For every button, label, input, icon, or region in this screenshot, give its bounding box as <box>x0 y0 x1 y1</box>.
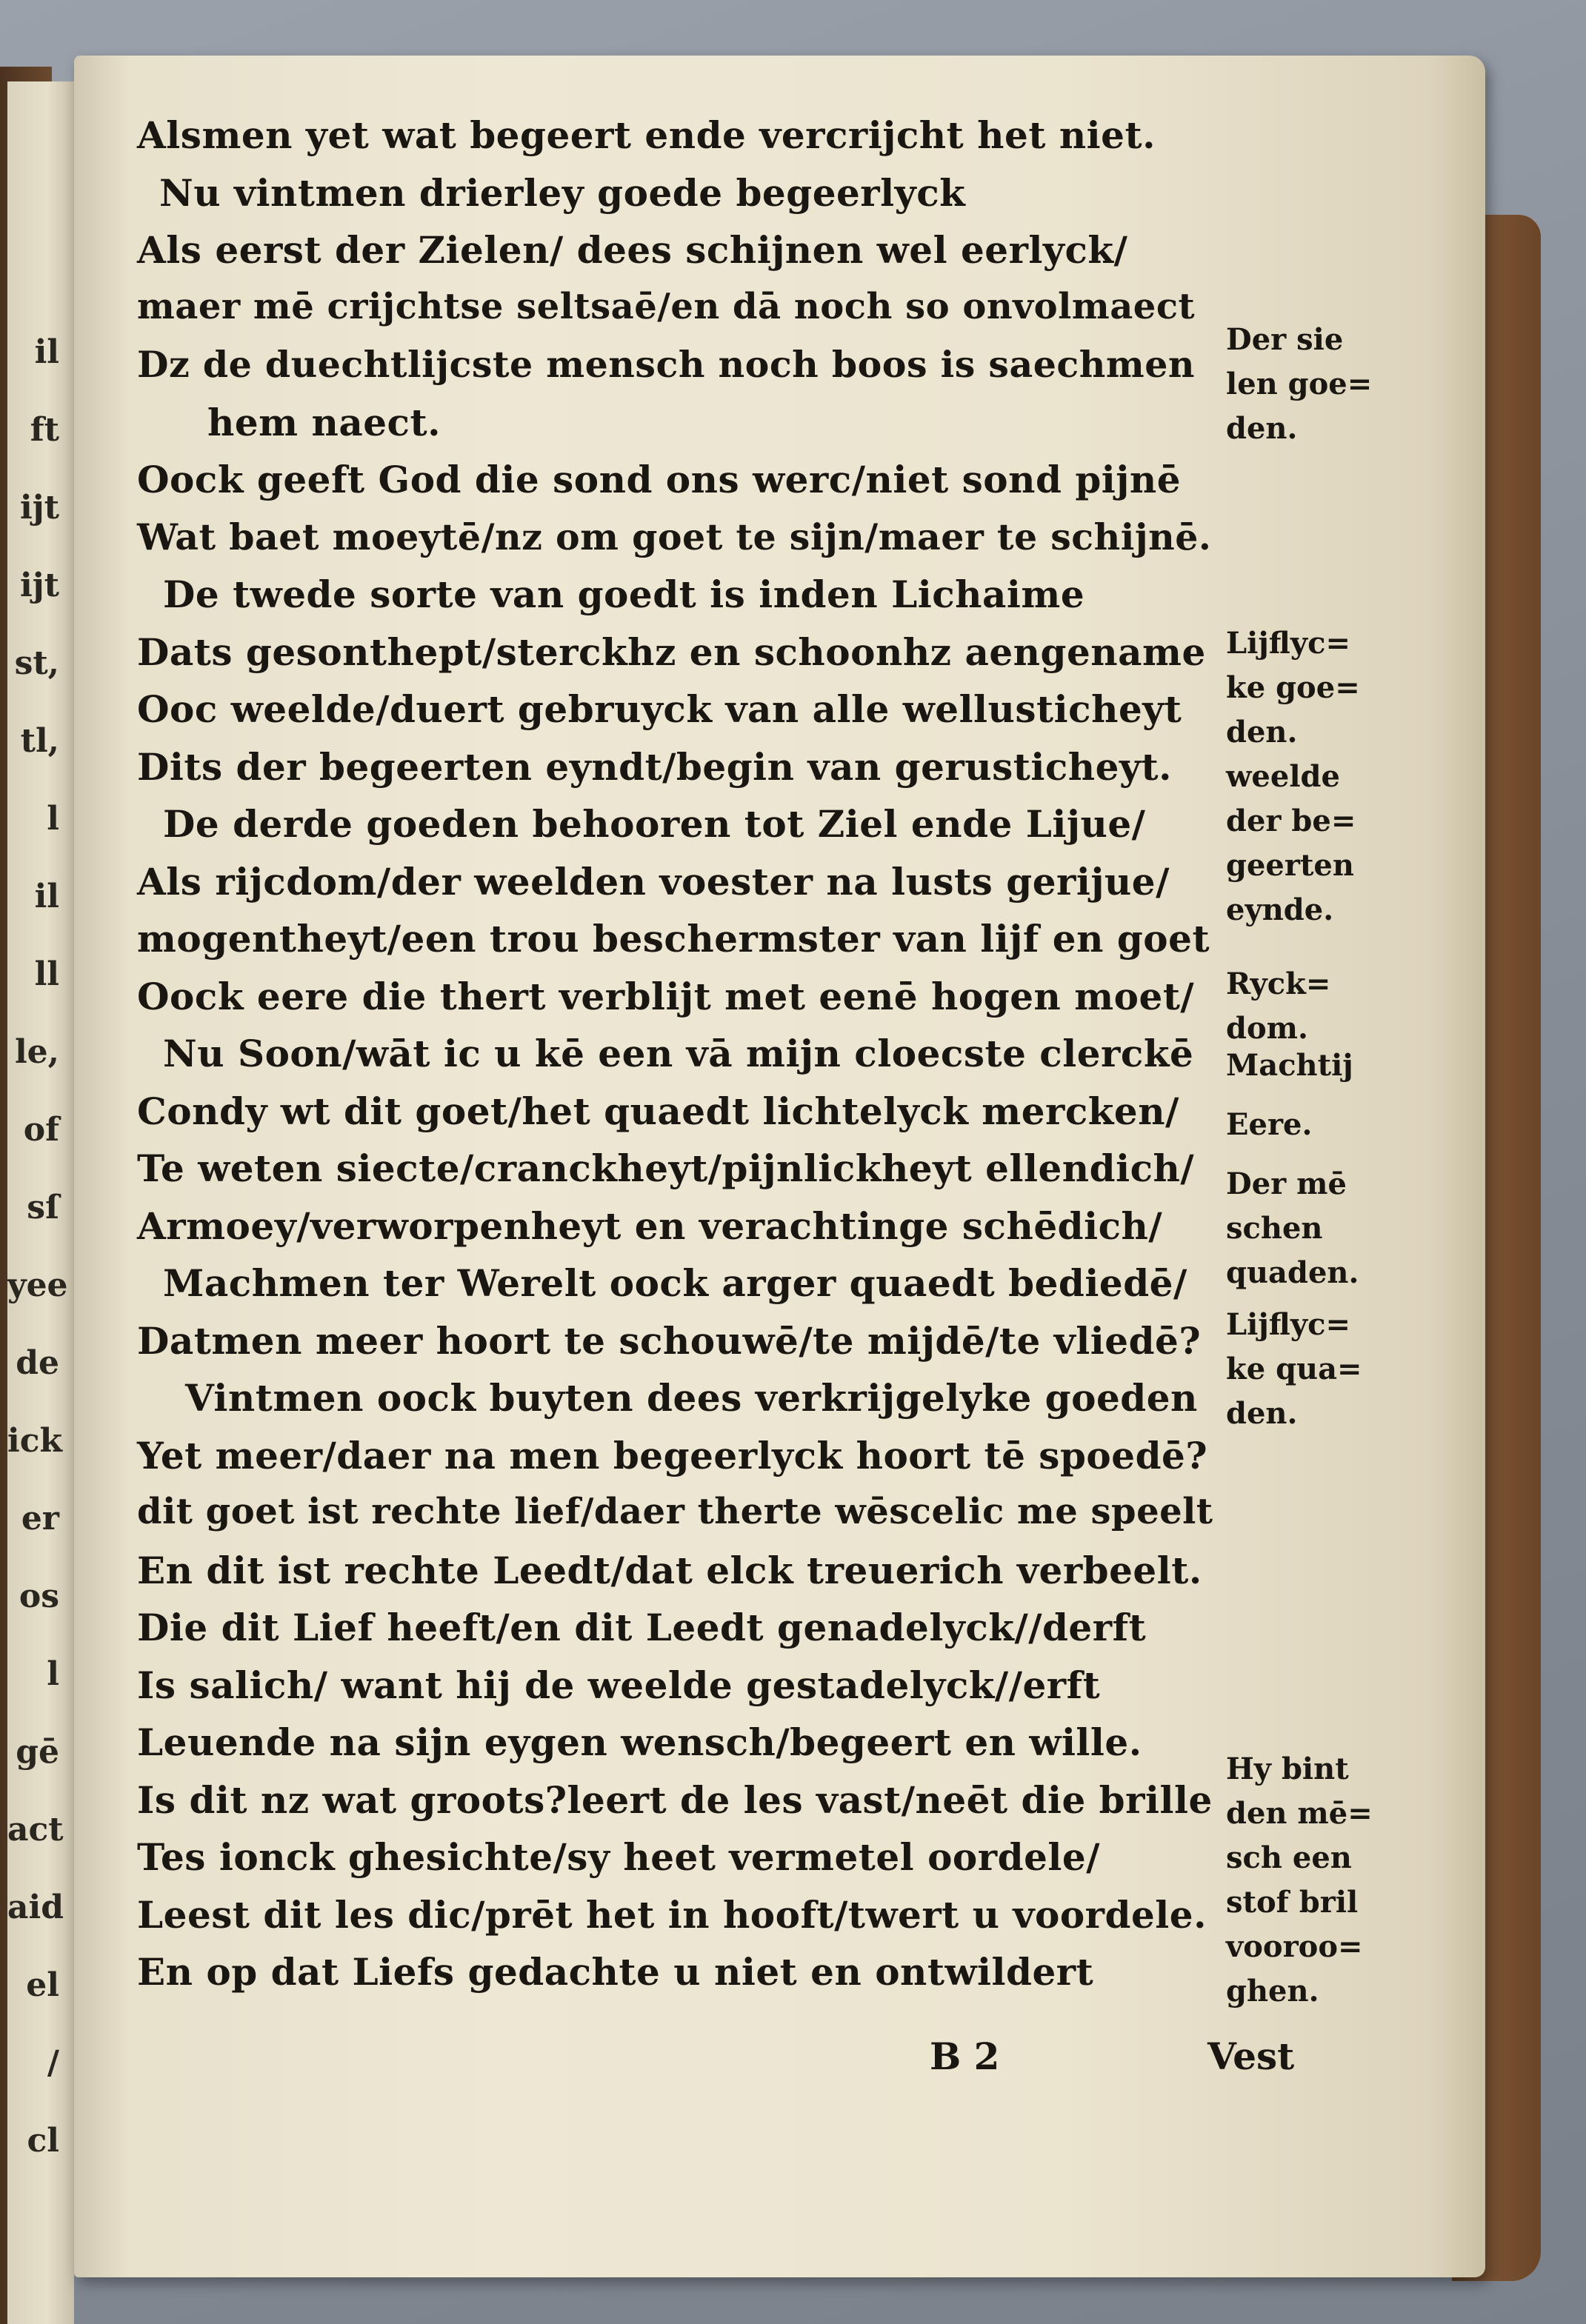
facing-page-fragment: ijt <box>20 489 59 527</box>
margin-note: Hy bint <box>1226 1752 1349 1786</box>
text-line: De derde goeden behooren tot Ziel ende Lijue/ <box>163 802 1146 846</box>
text-line: Oock eere die thert verblijt met eenē hogen moet/ <box>137 974 1195 1018</box>
margin-note: sch een <box>1226 1840 1352 1875</box>
facing-page-fragment: / <box>47 2044 59 2082</box>
text-line: dit goet ist rechte lief/daer therte wēscelic me speelt <box>137 1491 1213 1532</box>
text-line: Als rijcdom/der weelden voester na lusts gerijue/ <box>137 859 1170 904</box>
facing-page-fragment: er <box>21 1500 59 1537</box>
text-line: Als eerst der Zielen/ dees schijnen wel eerlyck/ <box>137 228 1128 272</box>
text-line: Armoey/verworpenheyt en verachtinge schēdich/ <box>137 1203 1163 1248</box>
facing-page-fragment: ijt <box>20 567 59 604</box>
text-line: Tes ionck ghesichte/sy heet vermetel oordele/ <box>137 1835 1100 1879</box>
text-line: hem naect. <box>207 400 441 444</box>
margin-note: ke qua= <box>1226 1352 1362 1386</box>
text-line: Nu Soon/wāt ic u kē een vā mijn cloecste clerckē <box>163 1032 1194 1075</box>
text-line: Leuende na sijn eygen wensch/begeert en wille. <box>137 1720 1142 1764</box>
margin-note: dom. <box>1226 1011 1308 1046</box>
margin-note: schen <box>1226 1211 1323 1246</box>
catchword: Vest <box>1207 2034 1295 2078</box>
facing-page-fragment: ft <box>30 411 59 449</box>
facing-page-fragment: gē <box>16 1733 59 1771</box>
text-line: Die dit Lief heeft/en dit Leedt genadelyck//derft <box>137 1606 1147 1649</box>
margin-note: Machtij <box>1226 1048 1353 1083</box>
margin-note: Der sie <box>1226 322 1344 357</box>
margin-note: geerten <box>1226 848 1354 883</box>
facing-page-fragment: st, <box>14 644 59 682</box>
margin-note: Eere. <box>1226 1107 1313 1142</box>
margin-note: ghen. <box>1226 1974 1319 2009</box>
facing-page-fragment: il <box>34 333 59 371</box>
facing-page-fragment: ll <box>34 955 59 993</box>
text-line: Machmen ter Werelt oock arger quaedt bediedē/ <box>163 1261 1187 1305</box>
text-line: Nu vintmen drierley goede begeerlyck <box>159 170 966 215</box>
margin-note: stof bril <box>1226 1885 1359 1920</box>
text-line: Oock geeft God die sond ons werc/niet sond pijnē <box>137 458 1182 501</box>
facing-page-fragment: yee <box>7 1266 68 1304</box>
margin-note: Der mē <box>1226 1166 1347 1201</box>
facing-page-fragment: os <box>19 1577 59 1615</box>
margin-note: vooroo= <box>1226 1929 1363 1964</box>
margin-note: den. <box>1226 411 1298 446</box>
margin-note: Lijflyc= <box>1226 1307 1350 1342</box>
facing-page-fragment: el <box>26 1966 59 2004</box>
facing-page-fragment: sſ <box>27 1189 59 1226</box>
margin-note: ke goe= <box>1226 670 1360 705</box>
text-line: Dits der begeerten eyndt/begin van gerusticheyt. <box>137 744 1172 789</box>
text-line: Datmen meer hoort te schouwē/te mijdē/te vliedē? <box>137 1318 1202 1363</box>
margin-note: der be= <box>1226 804 1356 838</box>
text-line: De twede sorte van goedt is inden Lichaime <box>163 572 1085 616</box>
facing-page-fragment: cl <box>27 2122 59 2160</box>
facing-page-fragment: tl, <box>20 722 59 760</box>
margin-note: quaden. <box>1226 1255 1359 1290</box>
text-line: En op dat Liefs gedachte u niet en ontwildert <box>137 1950 1094 1994</box>
text-line: maer mē crijchtse seltsaē/en dā noch so onvolmaect <box>137 285 1196 327</box>
signature-mark: B 2 <box>930 2034 1000 2078</box>
facing-page-fragment: ick <box>7 1422 62 1460</box>
text-line: En dit ist rechte Leedt/dat elck treuerich verbeelt. <box>137 1548 1202 1592</box>
facing-page-fragment: aid <box>7 1889 64 1926</box>
text-line: Yet meer/daer na men begeerlyck hoort tē spoedē? <box>137 1433 1208 1477</box>
facing-page-fragment: act <box>7 1811 64 1849</box>
margin-note: Lijflyc= <box>1226 626 1350 661</box>
facing-page-fragment: de <box>16 1344 59 1382</box>
left-page-edge <box>7 81 74 2324</box>
text-line: Alsmen yet wat begeert ende vercrijcht het niet. <box>137 113 1156 157</box>
text-line: mogentheyt/een trou beschermster van lijf en goet <box>137 917 1210 961</box>
facing-page-fragment: l <box>47 800 59 838</box>
margin-note: Ryck= <box>1226 966 1331 1001</box>
margin-note: den. <box>1226 1396 1298 1431</box>
facing-page-fragment: le, <box>14 1033 59 1071</box>
text-line: Te weten siecte/cranckheyt/pijnlickheyt ellendich/ <box>137 1146 1195 1190</box>
margin-note: den. <box>1226 715 1298 749</box>
facing-page-fragment: il <box>34 878 59 915</box>
margin-note: den mē= <box>1226 1796 1373 1831</box>
book-page <box>74 56 1485 2277</box>
facing-page-fragment: of <box>23 1111 59 1149</box>
text-line: Dats gesonthept/sterckhz en schoonhz aengename <box>137 630 1206 674</box>
facing-page-fragment: l <box>47 1655 59 1693</box>
text-line: Vintmen oock buyten dees verkrijgelyke goeden <box>185 1376 1198 1420</box>
text-line: Ooc weelde/duert gebruyck van alle wellusticheyt <box>137 687 1182 731</box>
text-line: Dz de duechtlijcste mensch noch boos is saechmen <box>137 343 1196 386</box>
text-line: Is dit nz wat groots?leert de les vast/neēt die brille <box>137 1777 1213 1822</box>
text-line: Leest dit les dic/prēt het in hooft/twert u voordele. <box>137 1892 1207 1937</box>
margin-note: len goe= <box>1226 367 1373 401</box>
margin-note: eynde. <box>1226 892 1334 927</box>
text-line: Condy wt dit goet/het quaedt lichtelyck mercken/ <box>137 1089 1179 1133</box>
text-line: Is salich/ want hij de weelde gestadelyck//erft <box>137 1663 1101 1707</box>
margin-note: weelde <box>1226 759 1340 794</box>
text-line: Wat baet moeytē/nz om goet te sijn/maer te schijnē. <box>137 515 1212 558</box>
